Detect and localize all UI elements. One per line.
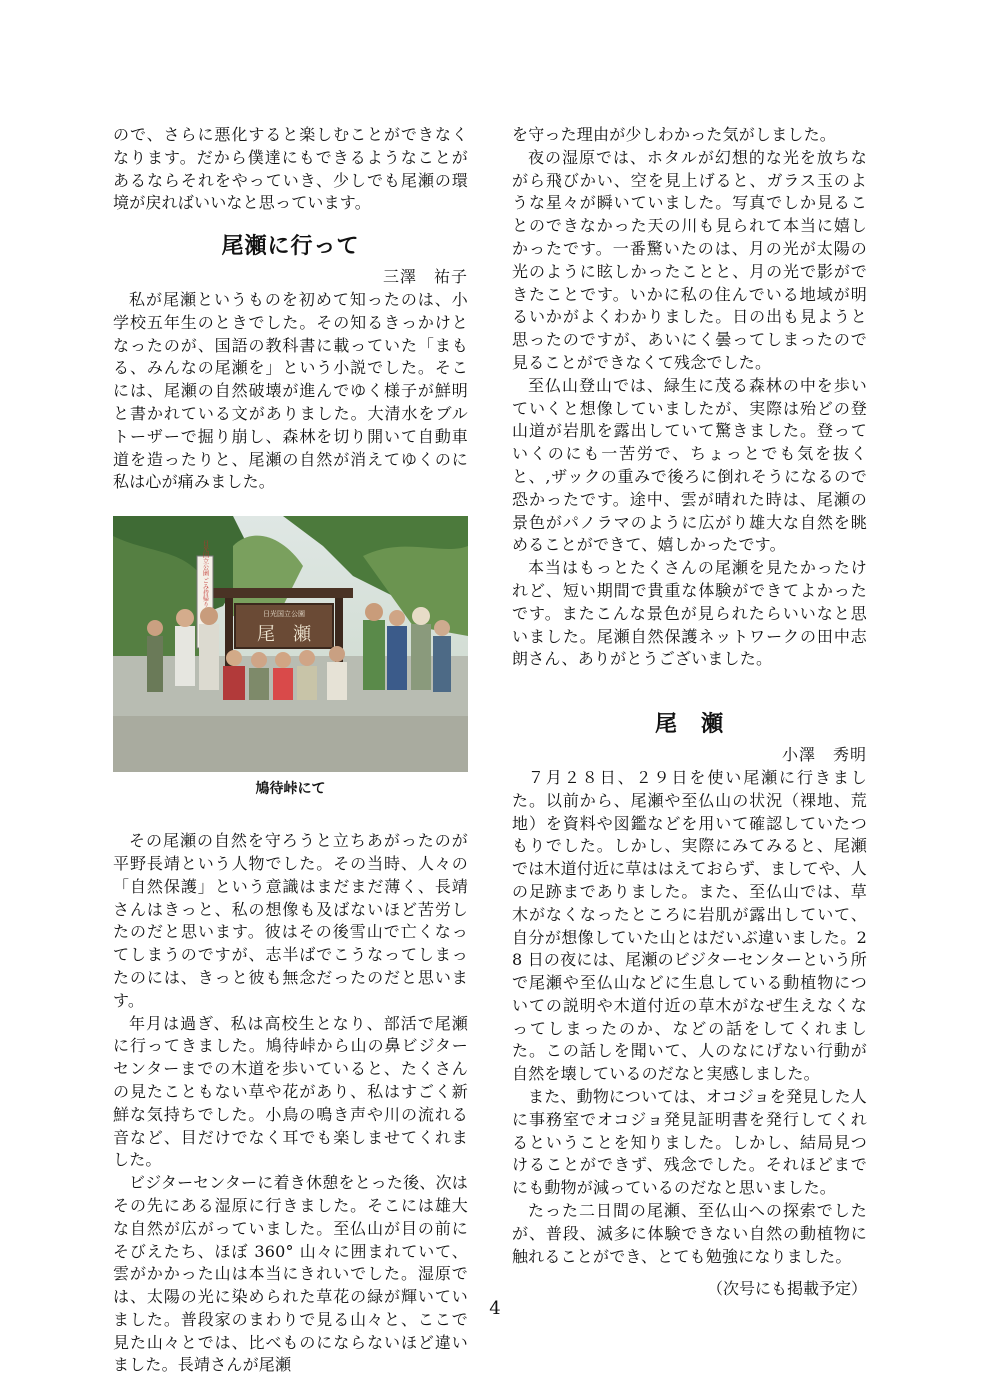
paragraph: を守った理由が少しわかった気がしました。 bbox=[512, 125, 837, 144]
article-title-2: 尾 瀬 bbox=[654, 711, 724, 738]
group-photo bbox=[113, 516, 468, 772]
page-number: 4 bbox=[489, 1298, 501, 1319]
photo-caption: 鳩待峠にて bbox=[255, 781, 326, 798]
paragraph: 年月は過ぎ、私は高校生となり、部活で尾瀬に行ってきました。鳩待峠から山の鼻ビジターセンターまでの木道を歩いていると、たくさんの見たこともない草や花があり、私はすごく新鮮な気持ちでした。小鳥の鳴き声や川の流れる音など、目だけでなく耳でも楽しませてくれました。 bbox=[113, 1013, 468, 1170]
author-2: 小澤 秀明 bbox=[781, 745, 867, 765]
article-title-1: 尾瀬に行って bbox=[221, 233, 360, 260]
left-column bbox=[113, 124, 468, 1377]
sign-subtitle: 日光国立公園 bbox=[263, 610, 305, 619]
intro-paragraph: ので、さらに悪化すると楽しむことができなくなります。だから僕達にもできるようなことがあるならそれをやっていき、少しでも尾瀬の環境が戻ればいいなと思っています。 bbox=[113, 125, 468, 213]
continued-note: （次号にも掲載予定） bbox=[706, 1279, 867, 1299]
photo-figure bbox=[113, 516, 468, 798]
paragraph: また、動物については、オコジョを発見した人に事務室でオコジョ発見証明書を発行してくれるということを知りました。しかし、結局見つけることができず、残念でした。それほどまでにも動物が減っているのだなと思いました。 bbox=[512, 1087, 867, 1198]
paragraph: ７月２８日、２９日を使い尾瀬に行きました。以前から、尾瀬や至仏山の状況（裸地、荒地）を資料や図鑑などを用いて確認していたつもりでした。しかし、実際にみてみると、尾瀬では木道付近に草ははえておらず、ましてや、人の足跡までありました。また、至仏山では、草木がなくなったところに岩肌が露出していて、自分が想像していた山とはだいぶ違いました。28 日の夜には、尾瀬のビジターセンターという所で尾瀬や至仏山などに生息している動植物についての説明や木道付近の草木がなぜ生えなくなってしまったのか、などの話をしてくれました。この話しを聞いて、人のなにげない行動が自然を壊しているのだなと実感しました。 bbox=[512, 767, 867, 1084]
sign-text: 尾 瀬 bbox=[257, 624, 311, 646]
paragraph: ビジターセンターに着き休憩をとった後、次はその先にある湿原に行きました。そこには雄大な自然が広がっていました。至仏山が目の前にそびえたち、ほぼ 360° 山々に囲まれていて、雲がかかった山は本当にきれいでした。湿原では、太陽の光に染められた草花の緑が輝いていました。普段家のまわりで見る山々と、ここで見た山々とでは、比べものにならないほど違いました。長靖さんが尾瀬 bbox=[113, 1173, 468, 1375]
paragraph: たった二日間の尾瀬、至仏山への探索でしたが、普段、滅多に体験できない自然の動植物に触れることができ、とても勉強になりました。 bbox=[512, 1201, 867, 1266]
paragraph: 私が尾瀬というものを初めて知ったのは、小学校五年生のときでした。その知るきっかけとなったのが、国語の教科書に載っていた「まもる、みんなの尾瀬を」という小説でした。そこには、尾瀬の自然破壊が進んでゆく様子が鮮明と書かれている文がありました。大清水をブルトーザーで掘り崩し、森林を切り開いて自動車道を造ったりと、尾瀬の自然が消えてゆくのに私は心が痛みました。 bbox=[113, 289, 468, 492]
side-sign-text: 日光国立公園 ごみ持帰り bbox=[201, 540, 209, 609]
paragraph: 夜の湿原では、ホタルが幻想的な光を放ちながら飛びかい、空を見上げると、ガラス玉のような星々が瞬いていました。写真でしか見ることのできなかった天の川も見られて本当に嬉しかったです。一番驚いたのは、月の光が太陽の光のように眩しかったことと、月の光で影ができたことです。いかに私の住んでいる地域が明るいかがよくわかりました。日の出も見ようと思ったのですが、あいにく曇ってしまったので見ることができなくて残念でした。 bbox=[512, 147, 867, 372]
author-1: 三澤 祐子 bbox=[382, 267, 468, 287]
paragraph: その尾瀬の自然を守ろうと立ちあがったのが平野長靖という人物でした。その当時、人々の「自然保護」という意識はまだまだ薄く、長靖さんはきっと、私の想像も及ばないほど苦労したのだと思います。彼はその後雪山で亡くなってしまうのですが、志半ばでこうなってしまったのには、きっと彼も無念だったのだと思います。 bbox=[113, 831, 468, 1010]
right-column bbox=[512, 124, 867, 1299]
paragraph: 本当はもっとたくさんの尾瀬を見たかったけれど、短い期間で貴重な体験ができてよかったです。またこんな景色が見られたらいいなと思いました。尾瀬自然保護ネットワークの田中志朗さん、ありがとうございました。 bbox=[512, 558, 867, 669]
paragraph: 至仏山登山では、緑生に茂る森林の中を歩いていくと想像していましたが、実際は殆どの登山道が岩肌を露出していて驚きました。登っていくのにも一苦労で、ちょっとでも気を抜くと、,ザックの重みで後ろに倒れそうになるので恐かったです。途中、雲が晴れた時は、尾瀬の景色がパノラマのように広がり雄大な自然を眺めることができて、嬉しかったです。 bbox=[512, 375, 867, 555]
